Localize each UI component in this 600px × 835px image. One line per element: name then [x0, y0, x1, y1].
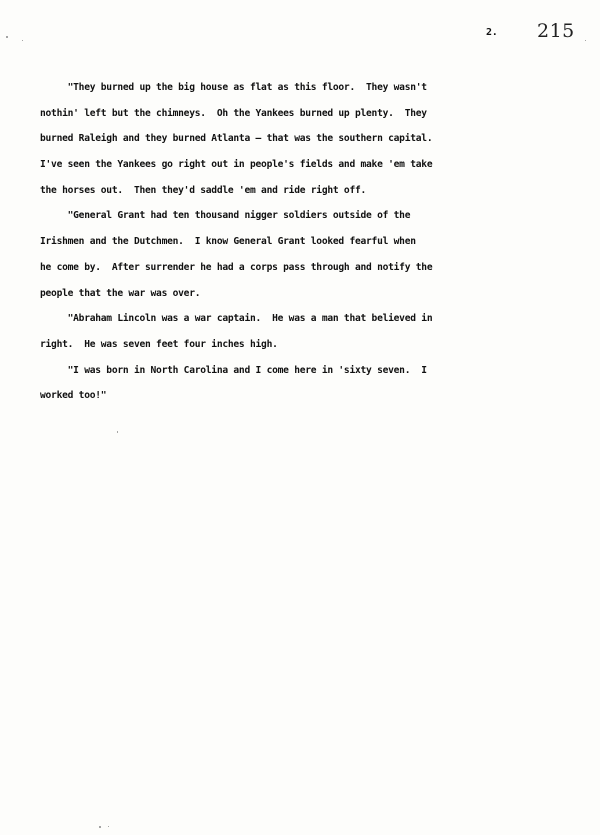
text-line: the horses out. Then they'd saddle 'em and ride right off. — [40, 184, 367, 196]
section-number: 2. — [486, 27, 498, 38]
page-number: 215 — [537, 20, 575, 42]
body-text — [40, 80, 570, 414]
text-line: nothin' left but the chimneys. Oh the Yankees burned up plenty. They — [40, 107, 427, 119]
text-line: "They burned up the big house as flat as this floor. They wasn't — [40, 82, 427, 93]
text-line: "General Grant had ten thousand nigger soldiers outside of the — [40, 210, 411, 222]
text-line: people that the war was over. — [40, 287, 201, 299]
text-line: "Abraham Lincoln was a war captain. He was a man that believed in — [40, 313, 433, 325]
text-line: Irishmen and the Dutchmen. I know General Grant looked fearful when — [40, 236, 416, 248]
scan-speck — [117, 431, 118, 433]
text-line: "I was born in North Carolina and I come here in 'sixty seven. I — [40, 364, 427, 376]
scan-speck — [585, 40, 586, 41]
text-line: right. He was seven feet four inches high. — [40, 338, 278, 350]
scan-speck — [22, 40, 23, 41]
text-line: worked too!" — [40, 390, 107, 402]
text-line: I've seen the Yankees go right out in people's fields and make 'em take — [40, 159, 433, 171]
scan-speck — [99, 826, 101, 828]
scan-speck — [6, 36, 8, 38]
text-line: he come by. After surrender he had a corps pass through and notify the — [40, 261, 433, 273]
text-line: burned Raleigh and they burned Atlanta — that was the southern capital. — [40, 133, 433, 145]
scan-speck — [108, 826, 109, 827]
